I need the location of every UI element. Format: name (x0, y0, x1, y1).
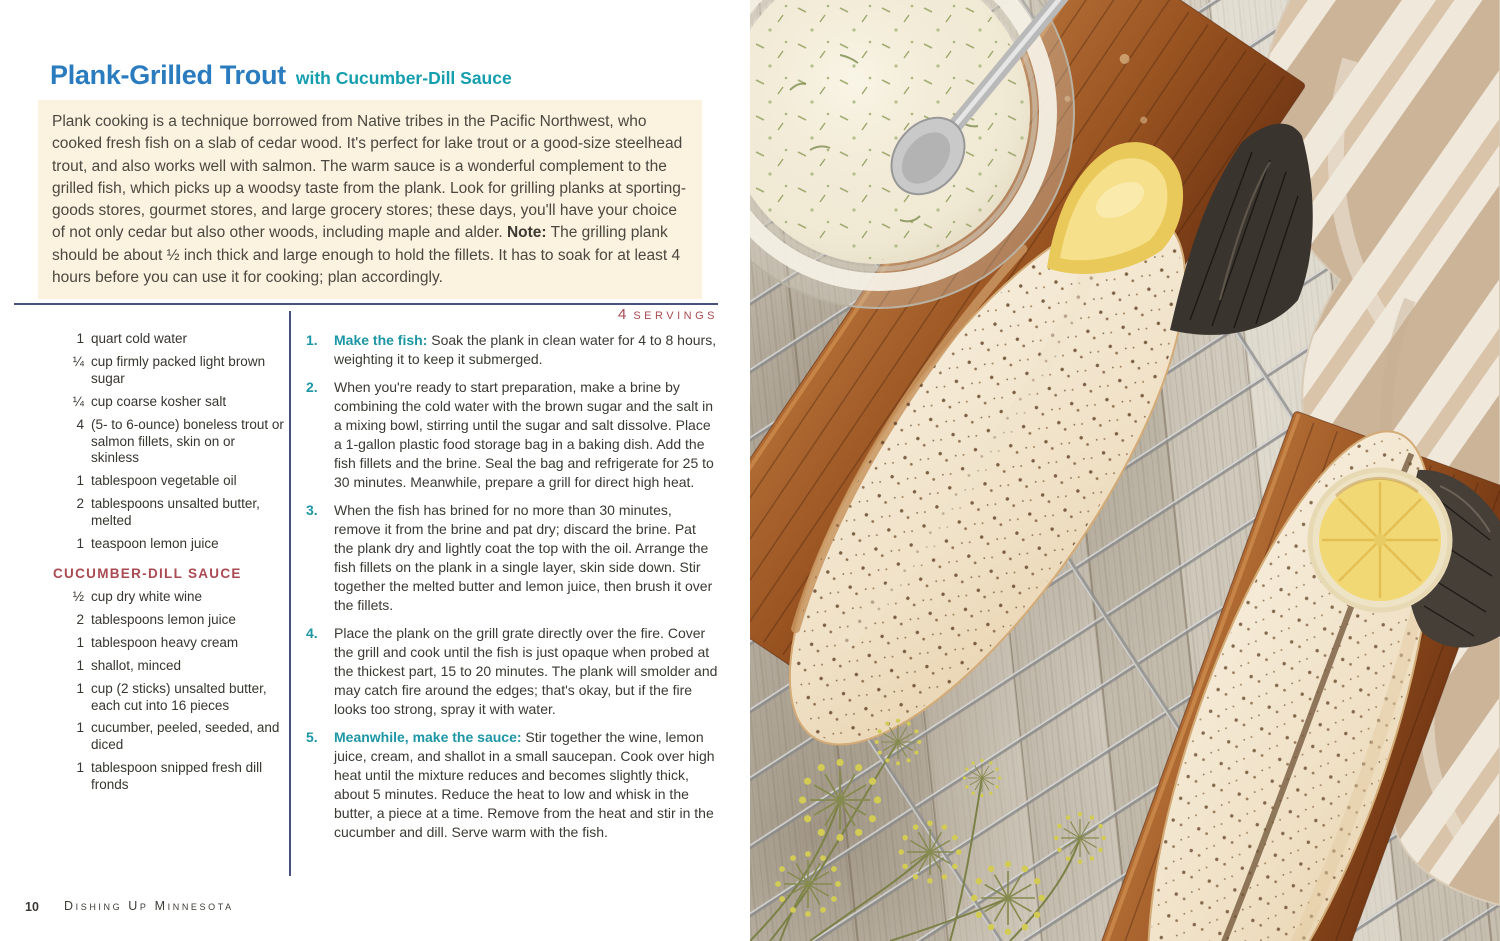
ingredient-qty: 1 (76, 680, 84, 696)
ingredient-qty: 1 (76, 634, 84, 650)
lemon-half (1310, 470, 1450, 610)
intro-box (38, 100, 702, 299)
ingredient-qty: ¼ (72, 393, 84, 409)
ingredient-item (48, 354, 284, 388)
recipe-title: Plank-Grilled Trout (50, 60, 286, 90)
step-text (334, 331, 718, 369)
ingredient-text: tablespoon snipped fresh dill fronds (91, 760, 263, 793)
ingredient-item (48, 473, 284, 490)
ingredient-item (48, 394, 284, 411)
ingredient-qty: ¼ (72, 353, 84, 369)
step-number: 4. (306, 625, 318, 641)
ingredient-list (48, 331, 284, 800)
ingredient-qty: 2 (76, 496, 84, 512)
ingredient-item (48, 417, 284, 468)
ingredient-text: cup (2 sticks) unsalted butter, each cut into 16 pieces (91, 680, 267, 713)
servings-number: 4 (618, 306, 627, 323)
step-text (334, 501, 718, 615)
ingredient-item (48, 612, 284, 629)
ingredient-item (48, 589, 284, 606)
step-number: 5. (306, 729, 318, 745)
intro-note-label: Note: (506, 224, 547, 242)
ingredient-qty: 1 (76, 331, 84, 346)
step-text (334, 378, 718, 492)
step-lead: Meanwhile, make the sauce: (334, 729, 526, 745)
step-text (334, 728, 718, 842)
ingredient-qty: 2 (76, 611, 84, 627)
ingredient-item (48, 536, 284, 553)
ingredient-text: tablespoon heavy cream (91, 634, 239, 650)
ingredient-item (48, 331, 284, 348)
step-item (306, 331, 718, 369)
ingredient-text: cup coarse kosher salt (91, 393, 227, 409)
servings-badge (0, 306, 718, 324)
intro-paragraph (52, 111, 688, 289)
ingredient-text: (5- to 6-ounce) boneless trout or salmon fillets, skin on or skinless (91, 416, 284, 466)
step-item (306, 624, 718, 719)
step-body: When the fish has brined for no more than 30 minutes, remove it from the brine and pat dry; discard the brine. Pat the plank dry and lightly coat the top with the oil. Arrange the fish fillets on the plank in a single layer, skin side down. Stir together the melted butter and lemon juice, then brush it over the fillets. (334, 502, 713, 613)
ingredient-qty: 1 (76, 473, 84, 489)
step-text (334, 624, 718, 719)
ingredient-text: cup firmly packed light brown sugar (91, 353, 266, 386)
ingredient-text: shallot, minced (91, 657, 182, 673)
ingredient-item (48, 658, 284, 675)
ingredient-qty: ½ (72, 588, 84, 604)
recipe-heading (50, 60, 512, 91)
step-body: When you're ready to start preparation, make a brine by combining the cold water with the brown sugar and the salt in a mixing bowl, stirring until the sugar and salt dissolve. Place a 1-gallon plastic food storage bag in a baking dish. Add the fish fillets and the brine. Seal the bag and refrigerate for 25 to 30 minutes. Meanwhile, prepare a grill for direct high heat. (334, 379, 714, 490)
section-rule (14, 303, 718, 305)
ingredient-text: cup dry white wine (91, 588, 203, 604)
step-number: 2. (306, 379, 318, 395)
ingredient-qty: 1 (76, 760, 84, 776)
ingredient-item (48, 496, 284, 530)
ingredient-text: tablespoon vegetable oil (91, 473, 237, 489)
ingredient-text: tablespoons unsalted butter, melted (91, 496, 260, 529)
recipe-photo (750, 0, 1500, 941)
ingredient-text: cucumber, peeled, seeded, and diced (91, 720, 280, 753)
step-body: Stir together the wine, lemon juice, cream, and shallot in a small saucepan. Cook over high heat until the mixture reduces and becomes slightly thick, about 5 minutes. Reduce the heat to low and whisk in the butter, a piece at a time. Remove from the heat and stir in the cucumber and dill. Serve warm with the fish. (334, 729, 715, 840)
ingredient-item (48, 720, 284, 754)
column-divider (289, 311, 291, 876)
ingredient-item (48, 635, 284, 652)
ingredient-text: tablespoons lemon juice (91, 611, 236, 627)
ingredient-text: teaspoon lemon juice (91, 536, 219, 552)
step-item (306, 378, 718, 492)
step-item (306, 728, 718, 842)
ingredient-item (48, 681, 284, 715)
step-number: 3. (306, 502, 318, 518)
intro-text-2: The grilling plank should be about ½ inch thick and large enough to hold the fillets. It has to soak for at least 4 hours before you can use it for cooking; plan accordingly. (52, 224, 681, 287)
footer-page-number: 10 (25, 900, 39, 914)
step-list (306, 331, 718, 851)
step-number: 1. (306, 332, 318, 348)
servings-label: SERVINGS (633, 310, 718, 322)
sauce-heading: CUCUMBER-DILL SAUCE (53, 565, 242, 581)
ingredient-qty: 1 (76, 657, 84, 673)
recipe-photo-art (750, 0, 1500, 941)
footer-book-title: Dishing Up Minnesota (64, 899, 234, 913)
ingredient-qty: 1 (76, 536, 84, 552)
recipe-subtitle: with Cucumber-Dill Sauce (295, 68, 512, 88)
ingredient-text: quart cold water (91, 331, 188, 346)
intro-text-1: Plank cooking is a technique borrowed from Native tribes in the Pacific Northwest, who cooked fresh fish on a slab of cedar wood. It's perfect for lake trout or a good-size steelhead trout, and also works well with salmon. The warm sauce is a wonderful complement to the grilled fish, which picks up a woodsy taste from the plank. Look for grilling planks at sporting-goods stores, gourmet stores, and large grocery stores; these days, you'll have your choice of not only cedar but also other woods, including maple and alder. (52, 113, 687, 242)
ingredient-qty: 4 (76, 416, 84, 432)
step-item (306, 501, 718, 615)
ingredient-item (48, 760, 284, 794)
ingredient-qty: 1 (76, 720, 84, 736)
step-lead: Make the fish: (334, 332, 432, 348)
step-body: Soak the plank in clean water for 4 to 8 hours, weighting it to keep it submerged. (334, 332, 717, 367)
step-body: Place the plank on the grill grate directly over the fire. Cover the grill and cook until the fish is just opaque when probed at the thickest part, 15 to 20 minutes. The plank will smolder and may catch fire around the edges; that's okay, but if the fire looks too strong, spray it with water. (334, 625, 718, 717)
